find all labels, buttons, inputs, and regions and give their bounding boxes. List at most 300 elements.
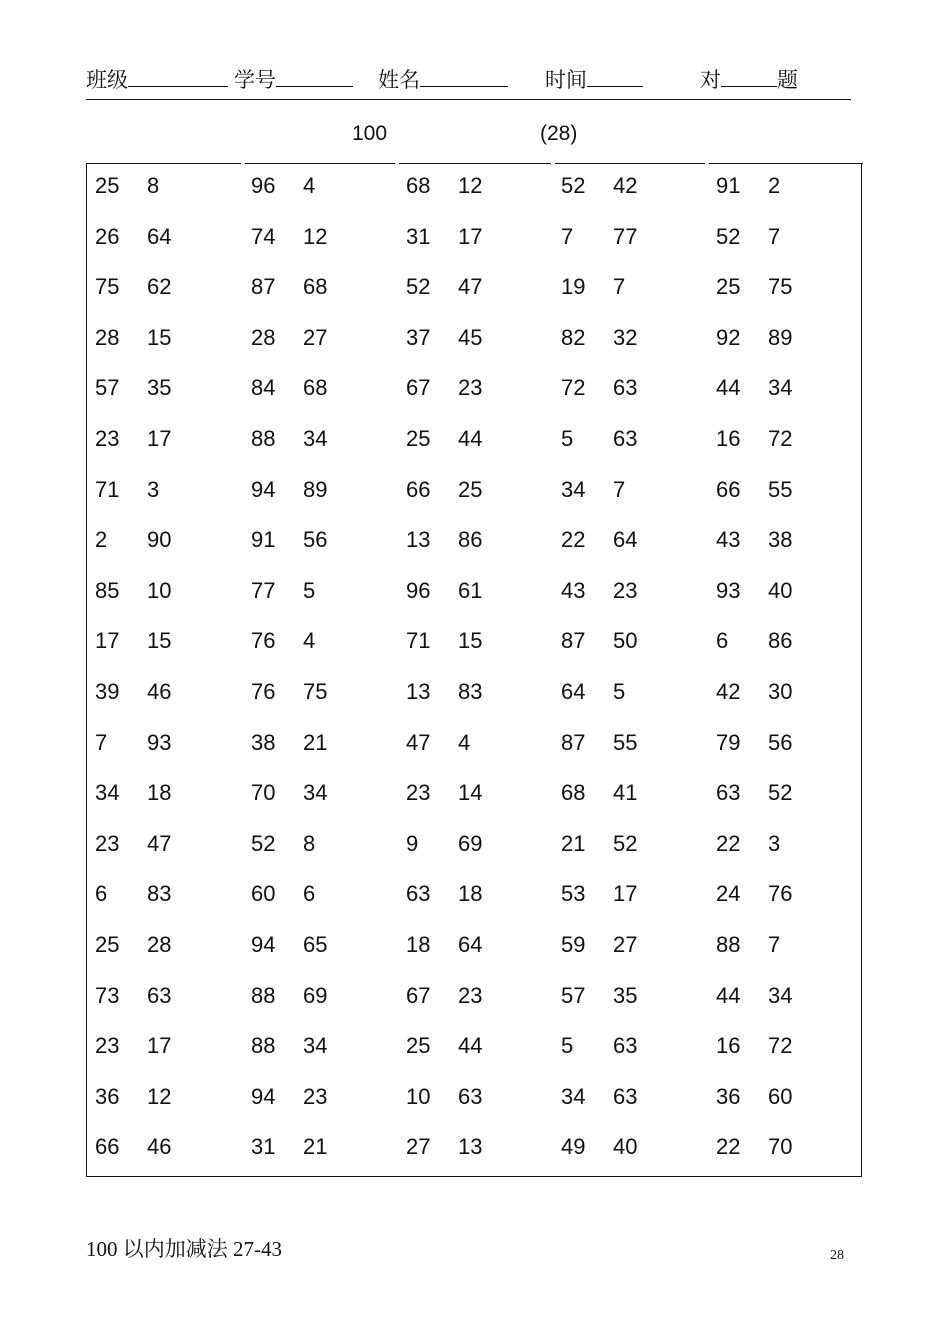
first-operand: 25 (406, 426, 431, 451)
second-operand: 18 (458, 881, 483, 907)
problem-cell (251, 568, 315, 619)
second-operand: 56 (303, 527, 328, 553)
problem-cell (561, 264, 625, 315)
first-operand: 71 (95, 476, 120, 502)
name-label: 姓名 (378, 68, 420, 92)
problem-grid (86, 163, 862, 1177)
name-field (378, 64, 508, 94)
first-operand: 43 (561, 577, 586, 603)
first-operand: 25 (95, 932, 120, 957)
problem-cell (251, 871, 315, 922)
problem-cell (251, 214, 327, 265)
first-operand: 84 (251, 375, 276, 401)
problem-cell (406, 720, 470, 771)
problem-row (87, 720, 861, 771)
second-operand: 13 (458, 1134, 483, 1160)
problem-cell (251, 922, 327, 973)
problem-row (87, 1023, 861, 1074)
second-operand: 34 (303, 426, 328, 451)
first-operand: 10 (406, 1083, 431, 1109)
first-operand: 38 (251, 729, 276, 755)
student-id-label: 学号 (234, 68, 276, 92)
problem-cell (406, 416, 482, 467)
problem-cell (406, 365, 482, 416)
page-number: 28 (830, 1248, 844, 1263)
first-operand: 24 (716, 881, 741, 907)
second-operand: 3 (147, 476, 160, 502)
first-operand: 31 (251, 1134, 276, 1160)
second-operand: 75 (768, 274, 793, 300)
second-operand: 4 (303, 173, 316, 198)
first-operand: 73 (95, 982, 120, 1008)
problem-cell (406, 214, 482, 265)
first-operand: 87 (561, 729, 586, 755)
problem-cell (406, 871, 482, 922)
second-operand: 34 (768, 982, 793, 1008)
problem-row (87, 618, 861, 669)
first-operand: 64 (561, 679, 586, 704)
problem-cell (406, 669, 482, 720)
second-operand: 4 (458, 729, 471, 755)
second-operand: 63 (613, 1083, 638, 1109)
second-operand: 83 (147, 881, 172, 907)
second-operand: 86 (768, 628, 793, 654)
second-operand: 15 (147, 324, 172, 350)
problem-row (87, 365, 861, 416)
second-operand: 55 (613, 729, 638, 755)
first-operand: 19 (561, 274, 586, 300)
problem-cell (716, 467, 792, 518)
problem-cell (95, 467, 159, 518)
second-operand: 5 (613, 679, 626, 704)
second-operand: 60 (768, 1083, 793, 1109)
first-operand: 16 (716, 426, 741, 451)
first-operand: 13 (406, 679, 431, 704)
problem-cell (251, 517, 327, 568)
second-operand: 8 (147, 173, 160, 198)
second-operand: 93 (147, 729, 172, 755)
first-operand: 67 (406, 375, 431, 401)
second-operand: 75 (303, 679, 328, 704)
second-operand: 83 (458, 679, 483, 704)
second-operand: 34 (303, 1033, 328, 1059)
second-operand: 34 (768, 375, 793, 401)
first-operand: 49 (561, 1134, 586, 1160)
problem-cell (561, 517, 637, 568)
first-operand: 2 (95, 527, 108, 553)
first-operand: 23 (95, 1033, 120, 1059)
second-operand: 68 (303, 375, 328, 401)
problem-cell (95, 315, 171, 366)
problem-cell (716, 365, 792, 416)
second-operand: 40 (768, 577, 793, 603)
subtitle-set-number: (28) (540, 122, 578, 145)
first-operand: 77 (251, 577, 276, 603)
problem-cell (95, 264, 171, 315)
second-operand: 76 (768, 881, 793, 907)
question-label: 题 (777, 68, 798, 92)
problem-cell (95, 568, 171, 619)
first-operand: 23 (406, 780, 431, 806)
problem-cell (406, 1023, 482, 1074)
problem-cell (95, 163, 159, 214)
problem-cell (251, 467, 327, 518)
first-operand: 5 (561, 1033, 574, 1059)
second-operand: 15 (147, 628, 172, 654)
first-operand: 88 (716, 932, 741, 957)
problem-cell (716, 315, 792, 366)
correct-label: 对 (700, 68, 721, 92)
first-operand: 28 (251, 324, 276, 350)
problem-cell (251, 163, 315, 214)
second-operand: 35 (147, 375, 172, 401)
second-operand: 46 (147, 1134, 172, 1160)
second-operand: 17 (147, 1033, 172, 1059)
problem-cell (251, 365, 327, 416)
problem-cell (561, 871, 637, 922)
second-operand: 72 (768, 426, 793, 451)
second-operand: 89 (768, 324, 793, 350)
subtitle-range: 100 (352, 122, 388, 145)
problem-cell (716, 1023, 792, 1074)
first-operand: 34 (95, 780, 120, 806)
first-operand: 91 (251, 527, 276, 553)
second-operand: 2 (768, 173, 781, 198)
first-operand: 63 (406, 881, 431, 907)
first-operand: 31 (406, 223, 431, 249)
second-operand: 47 (147, 830, 172, 856)
time-blank[interactable] (587, 68, 643, 87)
problem-cell (95, 922, 171, 973)
problem-cell (406, 973, 482, 1024)
first-operand: 5 (561, 426, 574, 451)
second-operand: 52 (613, 830, 638, 856)
student-id-blank[interactable] (276, 68, 353, 87)
second-operand: 56 (768, 729, 793, 755)
problem-cell (251, 770, 327, 821)
problem-cell (561, 821, 637, 872)
first-operand: 76 (251, 628, 276, 654)
problem-cell (95, 1023, 171, 1074)
first-operand: 88 (251, 1033, 276, 1059)
problem-row (87, 315, 861, 366)
problem-row (87, 922, 861, 973)
first-operand: 44 (716, 982, 741, 1008)
second-operand: 63 (147, 982, 172, 1008)
problem-cell (95, 770, 171, 821)
second-operand: 63 (613, 375, 638, 401)
second-operand: 65 (303, 932, 328, 957)
problem-cell (251, 1023, 327, 1074)
problem-cell (716, 770, 792, 821)
first-operand: 87 (561, 628, 586, 654)
problem-cell (716, 163, 780, 214)
problem-cell (716, 214, 780, 265)
problem-cell (716, 1074, 792, 1125)
first-operand: 22 (561, 527, 586, 553)
first-operand: 25 (406, 1033, 431, 1059)
problem-cell (561, 365, 637, 416)
problem-cell (716, 821, 780, 872)
first-operand: 66 (716, 476, 741, 502)
second-operand: 8 (303, 830, 316, 856)
second-operand: 40 (613, 1134, 638, 1160)
correct-count-field (700, 64, 798, 94)
first-operand: 28 (95, 324, 120, 350)
first-operand: 9 (406, 830, 419, 856)
problem-cell (561, 315, 637, 366)
first-operand: 6 (716, 628, 729, 654)
problem-cell (716, 1124, 792, 1175)
problem-cell (251, 821, 315, 872)
worksheet-header (86, 62, 851, 100)
problem-row (87, 770, 861, 821)
problem-cell (561, 1074, 637, 1125)
problem-cell (406, 922, 482, 973)
first-operand: 42 (716, 679, 741, 704)
first-operand: 88 (251, 982, 276, 1008)
problem-cell (406, 568, 482, 619)
problem-cell (406, 163, 482, 214)
first-operand: 66 (406, 476, 431, 502)
second-operand: 72 (768, 1033, 793, 1059)
first-operand: 74 (251, 223, 276, 249)
first-operand: 85 (95, 577, 120, 603)
second-operand: 25 (458, 476, 483, 502)
problem-cell (561, 416, 637, 467)
second-operand: 18 (147, 780, 172, 806)
first-operand: 92 (716, 324, 741, 350)
problem-cell (561, 973, 637, 1024)
second-operand: 38 (768, 527, 793, 553)
second-operand: 63 (613, 1033, 638, 1059)
problem-cell (95, 871, 171, 922)
problem-row (87, 214, 861, 265)
problem-cell (561, 770, 637, 821)
first-operand: 25 (95, 173, 120, 198)
problem-cell (251, 618, 315, 669)
problem-cell (716, 973, 792, 1024)
first-operand: 68 (561, 780, 586, 806)
second-operand: 77 (613, 223, 638, 249)
first-operand: 16 (716, 1033, 741, 1059)
second-operand: 32 (613, 324, 638, 350)
problem-cell (251, 1074, 327, 1125)
problem-cell (406, 264, 482, 315)
first-operand: 68 (406, 173, 431, 198)
problem-row (87, 163, 861, 214)
first-operand: 7 (95, 729, 108, 755)
second-operand: 70 (768, 1134, 793, 1160)
second-operand: 7 (613, 274, 626, 300)
second-operand: 64 (613, 527, 638, 553)
problem-cell (251, 315, 327, 366)
first-operand: 53 (561, 881, 586, 907)
problem-cell (716, 517, 792, 568)
second-operand: 42 (613, 173, 638, 198)
first-operand: 17 (95, 628, 120, 654)
second-operand: 27 (303, 324, 328, 350)
problem-row (87, 264, 861, 315)
second-operand: 12 (458, 173, 483, 198)
second-operand: 4 (303, 628, 316, 654)
correct-count-blank[interactable] (721, 68, 777, 87)
problem-cell (406, 467, 482, 518)
problem-row (87, 467, 861, 518)
first-operand: 82 (561, 324, 586, 350)
first-operand: 88 (251, 426, 276, 451)
second-operand: 50 (613, 628, 638, 654)
second-operand: 44 (458, 1033, 483, 1059)
problem-cell (95, 1124, 171, 1175)
second-operand: 69 (458, 830, 483, 856)
name-blank[interactable] (420, 68, 508, 87)
first-operand: 91 (716, 173, 741, 198)
problem-cell (251, 973, 327, 1024)
problem-row (87, 517, 861, 568)
second-operand: 7 (613, 476, 626, 502)
second-operand: 23 (613, 577, 638, 603)
first-operand: 21 (561, 830, 586, 856)
first-operand: 71 (406, 628, 431, 654)
second-operand: 63 (613, 426, 638, 451)
problem-cell (95, 517, 171, 568)
time-field (545, 64, 643, 94)
second-operand: 15 (458, 628, 483, 654)
first-operand: 94 (251, 1083, 276, 1109)
footer-title: 100 以内加减法 27-43 (86, 1237, 282, 1261)
first-operand: 34 (561, 1083, 586, 1109)
second-operand: 17 (147, 426, 172, 451)
first-operand: 66 (95, 1134, 120, 1160)
first-operand: 96 (251, 173, 276, 198)
second-operand: 17 (458, 223, 483, 249)
problem-cell (406, 821, 482, 872)
problem-cell (716, 264, 792, 315)
problem-cell (251, 416, 327, 467)
second-operand: 90 (147, 527, 172, 553)
second-operand: 46 (147, 679, 172, 704)
second-operand: 21 (303, 729, 328, 755)
first-operand: 52 (251, 830, 276, 856)
first-operand: 76 (251, 679, 276, 704)
first-operand: 72 (561, 375, 586, 401)
first-operand: 39 (95, 679, 120, 704)
first-operand: 52 (716, 223, 741, 249)
second-operand: 30 (768, 679, 793, 704)
problem-cell (716, 416, 792, 467)
second-operand: 7 (768, 932, 781, 957)
second-operand: 61 (458, 577, 483, 603)
problem-cell (251, 264, 327, 315)
problem-cell (716, 720, 792, 771)
problem-cell (95, 416, 171, 467)
second-operand: 35 (613, 982, 638, 1008)
second-operand: 52 (768, 780, 793, 806)
first-operand: 47 (406, 729, 431, 755)
first-operand: 94 (251, 476, 276, 502)
problem-row (87, 568, 861, 619)
second-operand: 68 (303, 274, 328, 300)
class-field (86, 64, 228, 94)
first-operand: 52 (406, 274, 431, 300)
problem-cell (95, 1074, 171, 1125)
first-operand: 59 (561, 932, 586, 957)
second-operand: 3 (768, 830, 781, 856)
problem-row (87, 871, 861, 922)
problem-cell (95, 214, 171, 265)
second-operand: 28 (147, 932, 172, 957)
problem-cell (95, 821, 171, 872)
problem-cell (95, 720, 171, 771)
second-operand: 55 (768, 476, 793, 502)
second-operand: 27 (613, 932, 638, 957)
problem-cell (251, 669, 327, 720)
first-operand: 6 (95, 881, 108, 907)
problem-cell (561, 618, 637, 669)
first-operand: 22 (716, 1134, 741, 1160)
second-operand: 23 (458, 375, 483, 401)
problem-row (87, 669, 861, 720)
first-operand: 26 (95, 223, 120, 249)
first-operand: 87 (251, 274, 276, 300)
class-blank[interactable] (128, 68, 228, 87)
second-operand: 21 (303, 1134, 328, 1160)
second-operand: 14 (458, 780, 483, 806)
second-operand: 12 (147, 1083, 172, 1109)
second-operand: 23 (458, 982, 483, 1008)
problem-cell (716, 618, 792, 669)
first-operand: 34 (561, 476, 586, 502)
problem-row (87, 416, 861, 467)
first-operand: 36 (95, 1083, 120, 1109)
first-operand: 37 (406, 324, 431, 350)
second-operand: 89 (303, 476, 328, 502)
problem-row (87, 1124, 861, 1175)
second-operand: 44 (458, 426, 483, 451)
problem-row (87, 1074, 861, 1125)
first-operand: 13 (406, 527, 431, 553)
first-operand: 96 (406, 577, 431, 603)
first-operand: 57 (561, 982, 586, 1008)
problem-cell (251, 720, 327, 771)
first-operand: 27 (406, 1134, 431, 1160)
first-operand: 18 (406, 932, 431, 957)
problem-cell (406, 517, 482, 568)
problem-cell (561, 163, 637, 214)
problem-cell (716, 871, 792, 922)
first-operand: 44 (716, 375, 741, 401)
second-operand: 64 (458, 932, 483, 957)
problem-cell (561, 1124, 637, 1175)
problem-cell (561, 720, 637, 771)
class-label: 班级 (86, 68, 128, 92)
problem-cell (561, 669, 625, 720)
first-operand: 63 (716, 780, 741, 806)
first-operand: 7 (561, 223, 574, 249)
first-operand: 70 (251, 780, 276, 806)
first-operand: 22 (716, 830, 741, 856)
problem-cell (406, 315, 482, 366)
problem-cell (406, 1074, 482, 1125)
time-label: 时间 (545, 68, 587, 92)
second-operand: 34 (303, 780, 328, 806)
problem-cell (406, 618, 482, 669)
first-operand: 57 (95, 375, 120, 401)
second-operand: 47 (458, 274, 483, 300)
student-id-field (234, 64, 353, 94)
second-operand: 41 (613, 780, 638, 806)
